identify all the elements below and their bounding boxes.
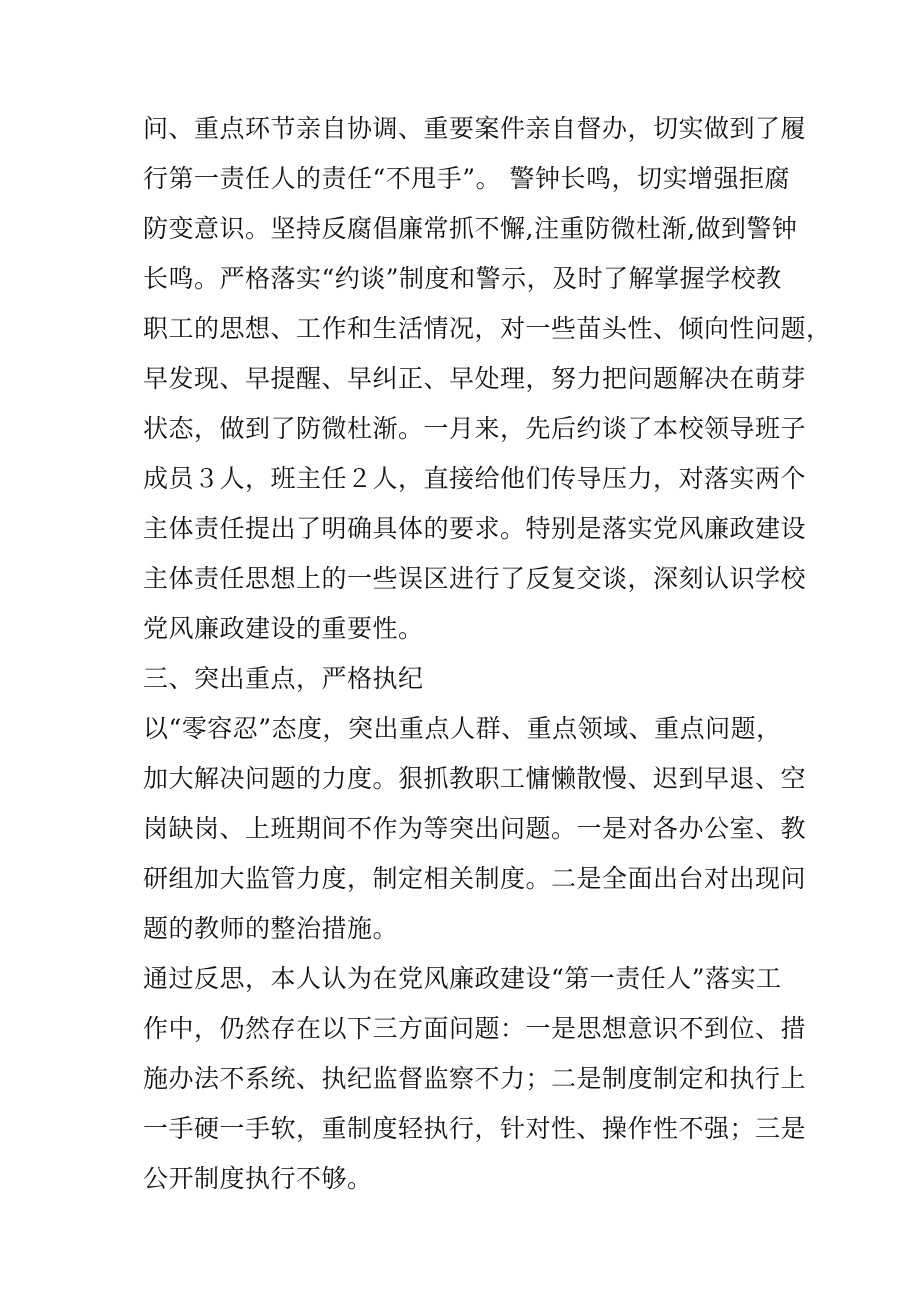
text-line: 主体责任提出了明确具体的要求。特别是落实党风廉政建设: [143, 514, 807, 543]
text-line: 公开制度执行不够。: [143, 1164, 373, 1193]
text-line: 防变意识。坚持反腐倡廉常抓不懈,注重防微杜渐,做到警钟: [143, 214, 798, 243]
text-line: 以“零容忍”态度，突出重点人群、重点领域、重点问题，: [143, 714, 782, 743]
text-line: 状态，做到了防微杜渐。一月来，先后约谈了本校领导班子: [143, 414, 807, 443]
text-line: 岗缺岗、上班期间不作为等突出问题。一是对各办公室、教: [143, 814, 807, 843]
text-line: 职工的思想、工作和生活情况，对一些苗头性、倾向性问题，: [143, 314, 832, 343]
text-line: 问、重点环节亲自协调、重要案件亲自督办，切实做到了履: [143, 114, 807, 143]
section-heading: 三、突出重点，严格执纪: [143, 664, 424, 693]
text-line: 一手硬一手软，重制度轻执行，针对性、操作性不强；三是: [143, 1114, 807, 1143]
text-line: 加大解决问题的力度。狠抓教职工慵懒散慢、迟到早退、空: [143, 764, 807, 793]
text-line: 行第一责任人的责任“不甩手”。 警钟长鸣，切实增强拒腐: [143, 164, 791, 193]
text-line: 成员３人，班主任２人，直接给他们传导压力，对落实两个: [143, 464, 807, 493]
text-line: 主体责任思想上的一些误区进行了反复交谈，深刻认识学校: [143, 564, 807, 593]
document-body: [143, 104, 832, 1204]
text-line: 题的教师的整治措施。: [143, 914, 399, 943]
text-line: 早发现、早提醒、早纠正、早处理，努力把问题解决在萌芽: [143, 364, 807, 393]
text-line: 党风廉政建设的重要性。: [143, 614, 424, 643]
text-line: 通过反思，本人认为在党风廉政建设“第一责任人”落实工: [143, 964, 782, 993]
text-line: 研组加大监管力度，制定相关制度。二是全面出台对出现问: [143, 864, 807, 893]
text-line: 施办法不系统、执纪监督监察不力；二是制度制定和执行上: [143, 1064, 807, 1093]
text-line: 长鸣。严格落实“约谈”制度和警示，及时了解掌握学校教: [143, 264, 782, 293]
text-line: 作中，仍然存在以下三方面问题：一是思想意识不到位、措: [143, 1014, 807, 1043]
